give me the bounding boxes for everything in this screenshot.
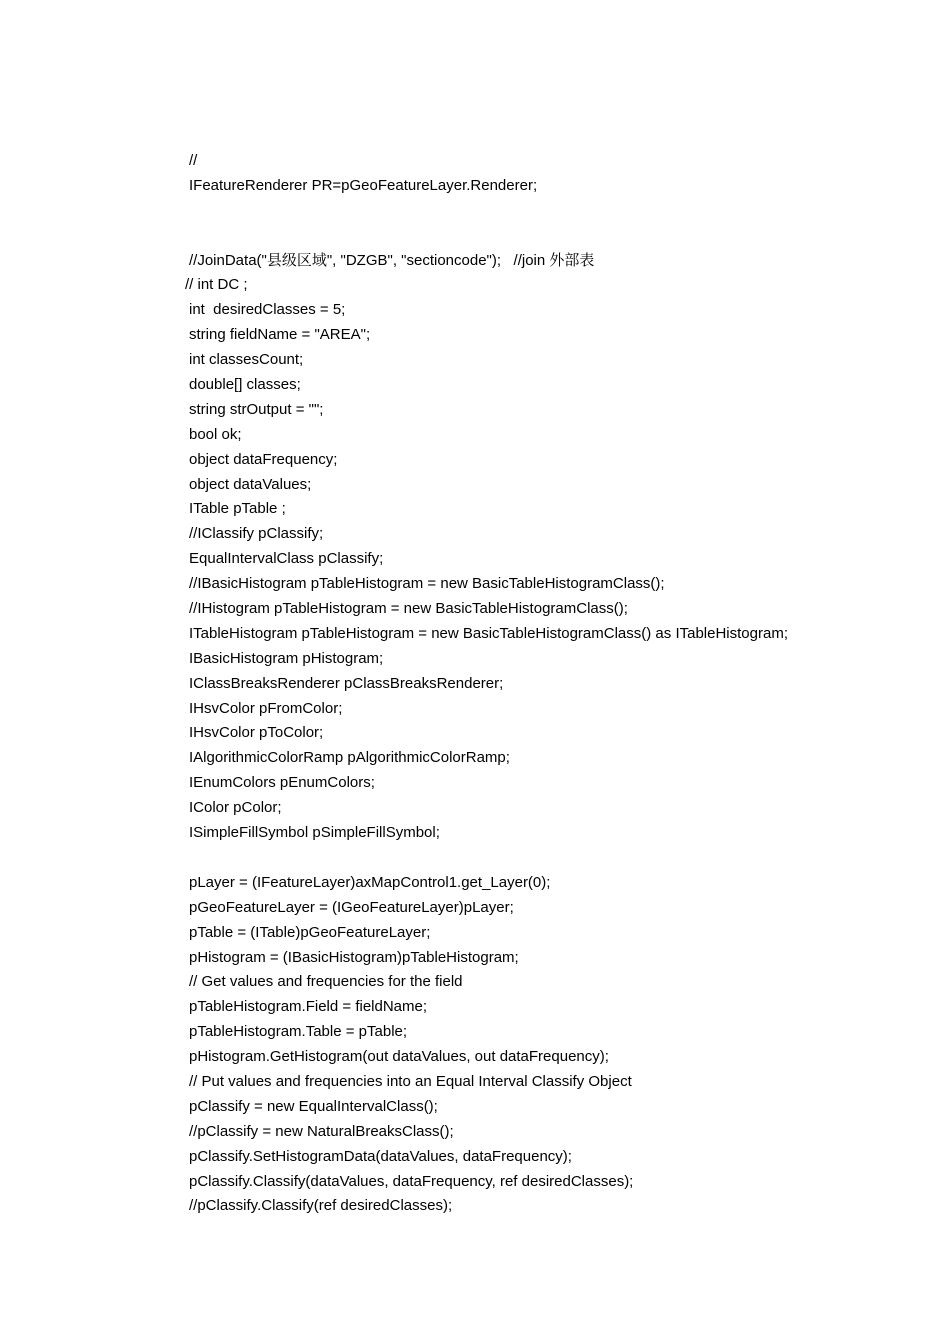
code-line: IEnumColors pEnumColors; bbox=[189, 774, 375, 792]
code-line: // Get values and frequencies for the field bbox=[189, 973, 463, 991]
code-line: ISimpleFillSymbol pSimpleFillSymbol; bbox=[189, 824, 440, 842]
code-line: // int DC ; bbox=[185, 276, 248, 294]
code-line: pHistogram = (IBasicHistogram)pTableHistogram; bbox=[189, 948, 519, 966]
code-line: //IClassify pClassify; bbox=[189, 525, 324, 543]
code-line: // bbox=[189, 152, 198, 169]
code-line-blank bbox=[189, 846, 909, 871]
code-line: pClassify.Classify(dataValues, dataFrequency, ref desiredClasses); bbox=[189, 1172, 634, 1190]
code-line: ITableHistogram pTableHistogram = new BasicTableHistogramClass() as ITableHistogram; bbox=[189, 624, 788, 642]
code-line: IAlgorithmicColorRamp pAlgorithmicColorRamp; bbox=[189, 749, 510, 767]
code-line: EqualIntervalClass pClassify; bbox=[189, 550, 384, 568]
code-line: pTable = (ITable)pGeoFeatureLayer; bbox=[189, 923, 431, 941]
code-line: pClassify.SetHistogramData(dataValues, dataFrequency); bbox=[189, 1147, 572, 1165]
code-line: IBasicHistogram pHistogram; bbox=[189, 649, 384, 667]
code-line: IFeatureRenderer PR=pGeoFeatureLayer.Renderer; bbox=[189, 176, 538, 194]
code-line: IClassBreaksRenderer pClassBreaksRenderer; bbox=[189, 674, 504, 692]
code-line: bool ok; bbox=[189, 425, 242, 443]
code-line: //IHistogram pTableHistogram = new BasicTableHistogramClass(); bbox=[189, 600, 628, 618]
code-line: pGeoFeatureLayer = (IGeoFeatureLayer)pLayer; bbox=[189, 898, 514, 916]
code-line: pLayer = (IFeatureLayer)axMapControl1.get_Layer(0); bbox=[189, 873, 551, 891]
code-line: string strOutput = ""; bbox=[189, 400, 324, 418]
code-line: object dataFrequency; bbox=[189, 450, 338, 468]
code-line-blank bbox=[189, 224, 909, 249]
code-line: ITable pTable ; bbox=[189, 500, 286, 518]
code-listing bbox=[185, 149, 909, 1219]
code-line: //JoinData("县级区域", "DZGB", "sectioncode"); //join 外部表 bbox=[189, 251, 595, 269]
code-line: IHsvColor pToColor; bbox=[189, 724, 324, 742]
code-line: string fieldName = "AREA"; bbox=[189, 326, 371, 344]
code-line-blank bbox=[189, 199, 909, 224]
code-line: //pClassify.Classify(ref desiredClasses); bbox=[189, 1197, 453, 1215]
code-line: //IBasicHistogram pTableHistogram = new BasicTableHistogramClass(); bbox=[189, 575, 665, 593]
code-line: pTableHistogram.Field = fieldName; bbox=[189, 998, 428, 1016]
code-line: pTableHistogram.Table = pTable; bbox=[189, 1023, 408, 1041]
code-line: int desiredClasses = 5; bbox=[189, 301, 346, 319]
code-line: //pClassify = new NaturalBreaksClass(); bbox=[189, 1122, 454, 1140]
code-line: double[] classes; bbox=[189, 376, 301, 394]
code-line: pClassify = new EqualIntervalClass(); bbox=[189, 1097, 438, 1115]
code-line: object dataValues; bbox=[189, 475, 312, 493]
code-line: int classesCount; bbox=[189, 351, 304, 369]
code-line: IHsvColor pFromColor; bbox=[189, 699, 343, 717]
code-line: IColor pColor; bbox=[189, 799, 282, 817]
code-line: // Put values and frequencies into an Equal Interval Classify Object bbox=[189, 1072, 632, 1090]
code-line: pHistogram.GetHistogram(out dataValues, out dataFrequency); bbox=[189, 1048, 609, 1066]
